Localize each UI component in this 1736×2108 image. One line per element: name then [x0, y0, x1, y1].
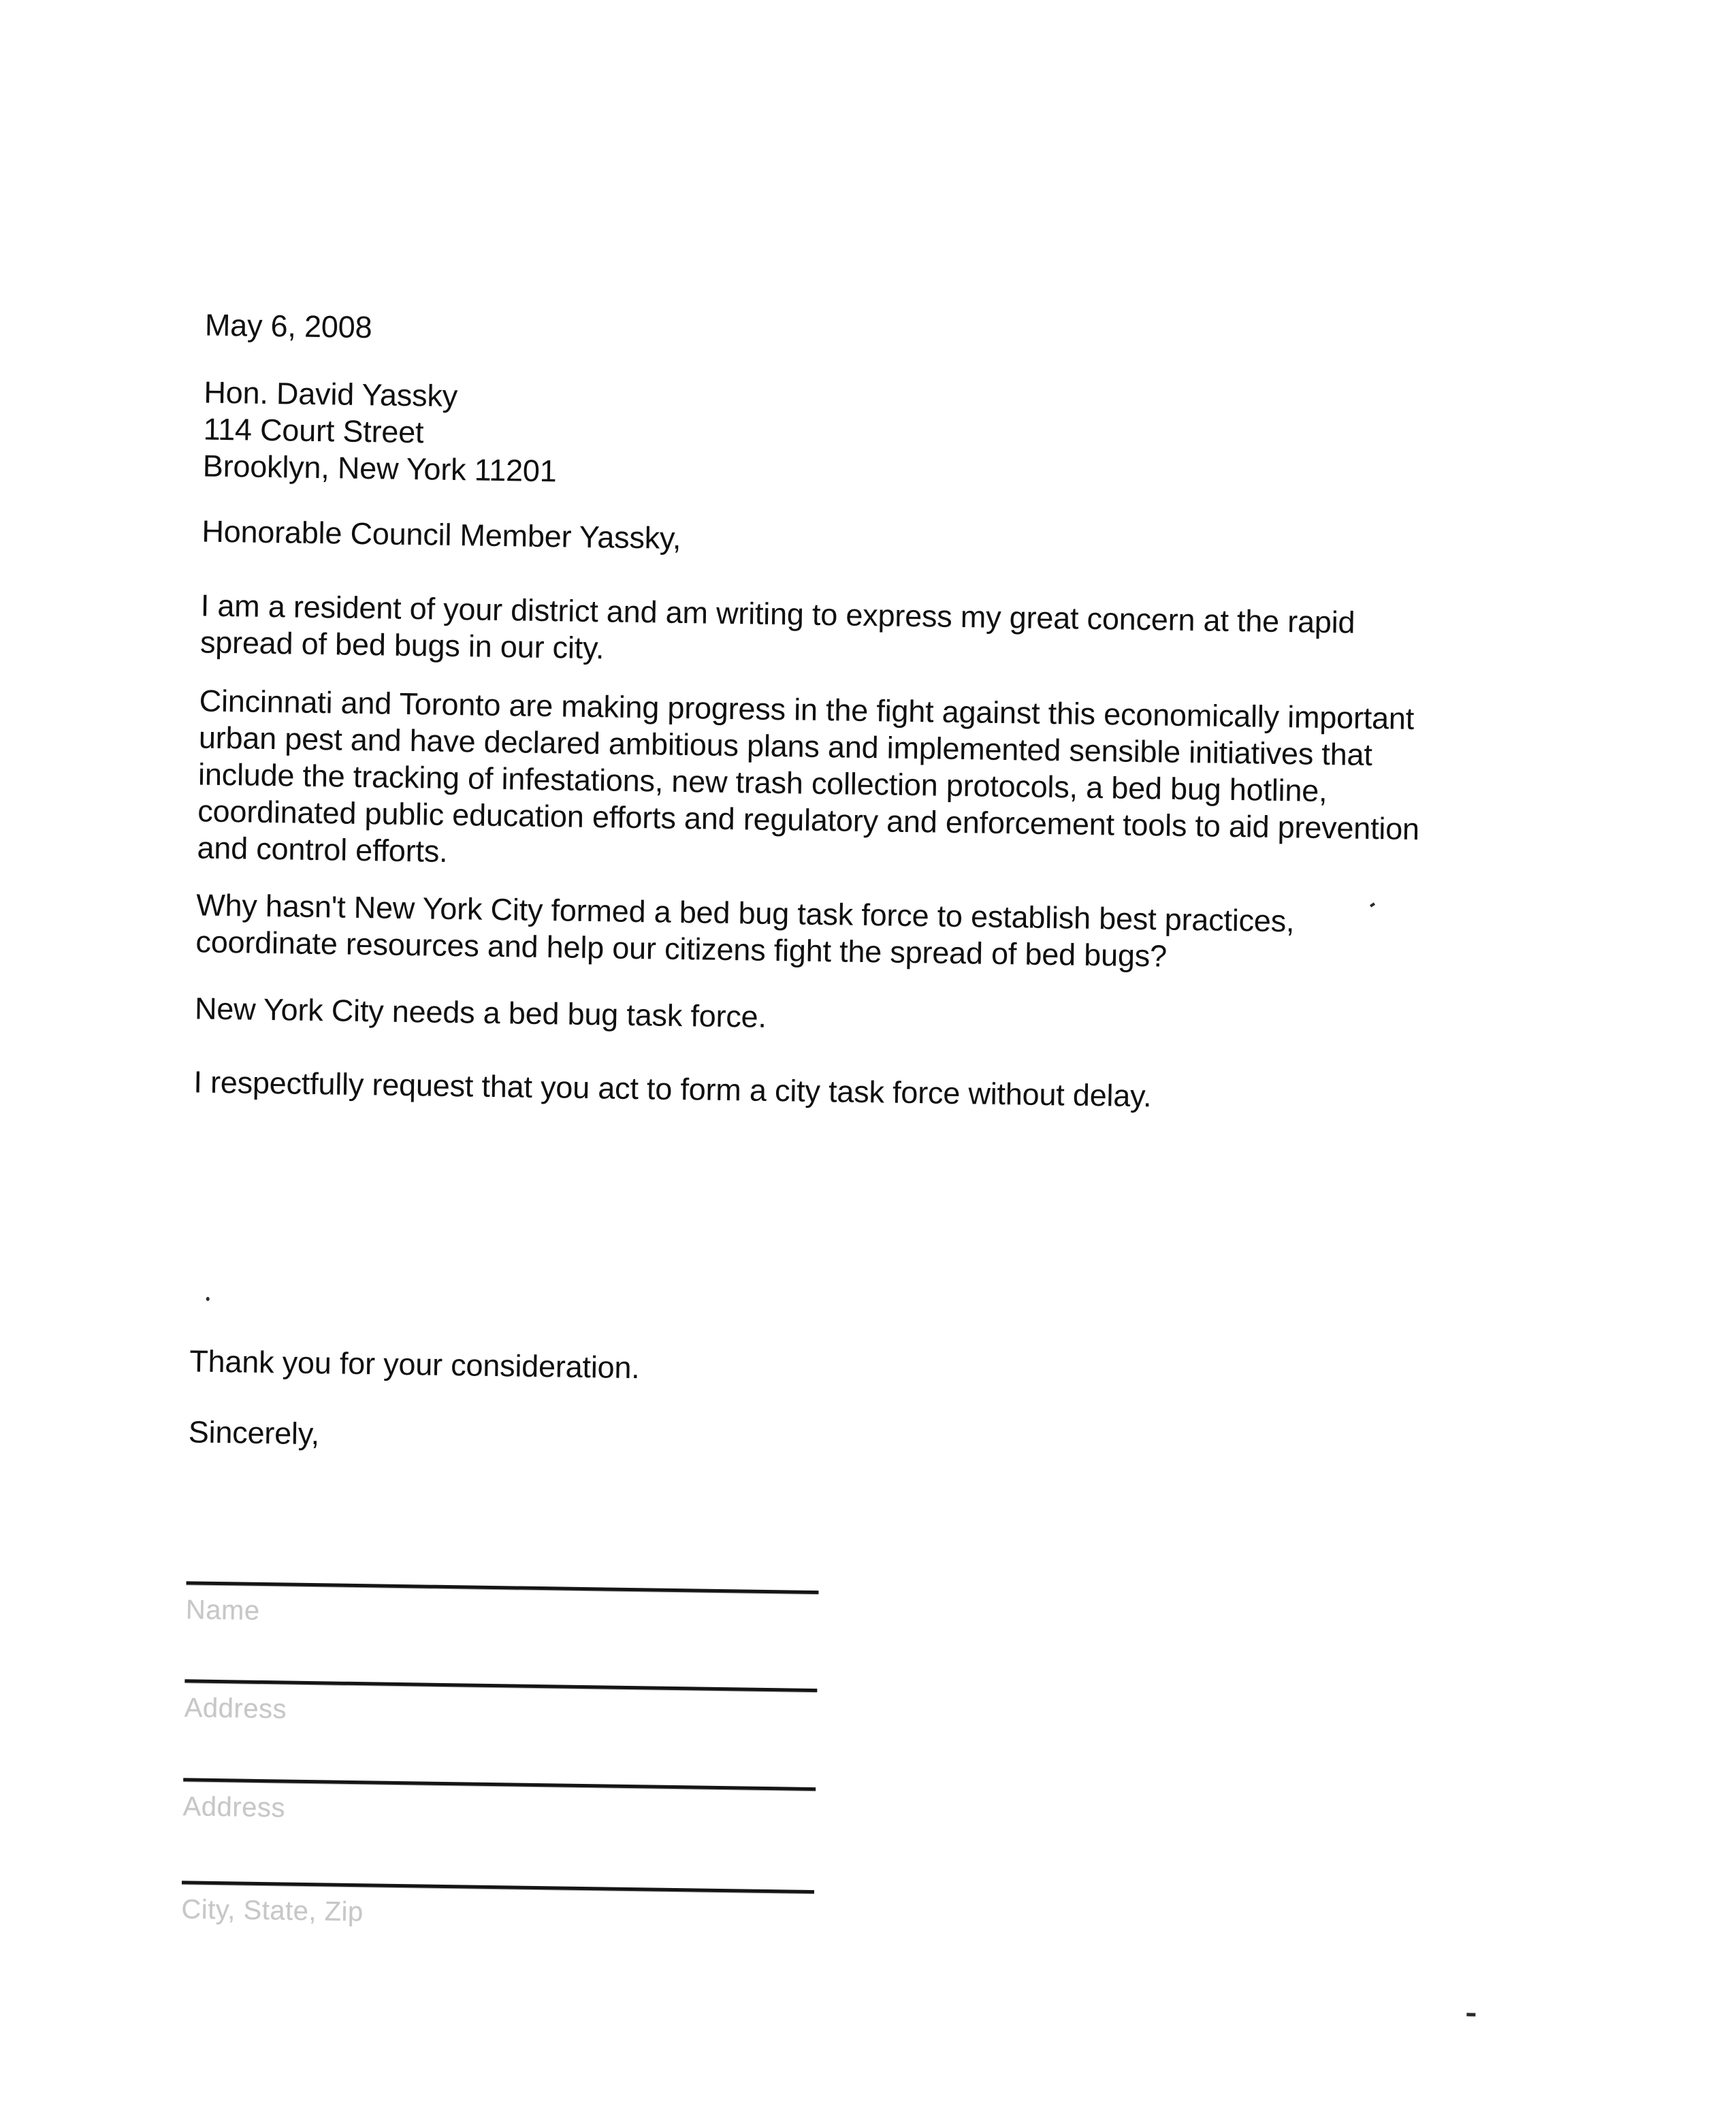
body-paragraph-4: New York City needs a bed bug task force.	[194, 991, 767, 1034]
signature-field-label: Address	[182, 1791, 286, 1823]
signature-rule	[182, 1881, 814, 1894]
body-paragraph-5: I respectfully request that you act to form a city task force without delay.	[193, 1064, 1152, 1114]
recipient-address-block: Hon. David Yassky 114 Court Street Brooklyn, New York 11201	[202, 374, 557, 489]
signature-field-city-state-zip	[181, 1881, 814, 1934]
signature-field-label: Address	[184, 1693, 287, 1725]
salutation: Honorable Council Member Yassky,	[202, 513, 681, 556]
closing-thanks-line: Thank you for your consideration.	[189, 1343, 640, 1386]
scan-artifact-dot	[206, 1297, 210, 1301]
letter-date: May 6, 2008	[204, 307, 372, 345]
signature-field-label: City, State, Zip	[181, 1894, 364, 1928]
signature-field-address-1	[184, 1679, 817, 1733]
signature-field-address-2	[182, 1778, 816, 1832]
body-paragraph-2: Cincinnati and Toronto are making progress in the fight against this economically important urban pest and have declared ambitious plans and implemented sensible initiatives that include the tracking of infestations, new trash collection protocols, a bed bug hotline, coordinated public education efforts and regulatory and enforcement tools to aid prevention and control efforts.	[197, 683, 1420, 869]
closing-signoff: Sincerely,	[188, 1414, 320, 1452]
signature-rule	[183, 1778, 816, 1791]
signature-field-label: Name	[185, 1595, 260, 1626]
scan-artifact-dash	[1466, 2013, 1475, 2016]
signature-field-name	[186, 1581, 819, 1635]
signature-rule	[184, 1679, 817, 1692]
body-paragraph-1: I am a resident of your district and am writing to express my great concern at the rapid spread of bed bugs in our city.	[199, 588, 1355, 666]
body-paragraph-3: Why hasn't New York City formed a bed bug task force to establish best practices, coordinate resources and help our citizens fight the spread of bed bugs?	[195, 887, 1295, 974]
signature-rule	[187, 1581, 819, 1594]
